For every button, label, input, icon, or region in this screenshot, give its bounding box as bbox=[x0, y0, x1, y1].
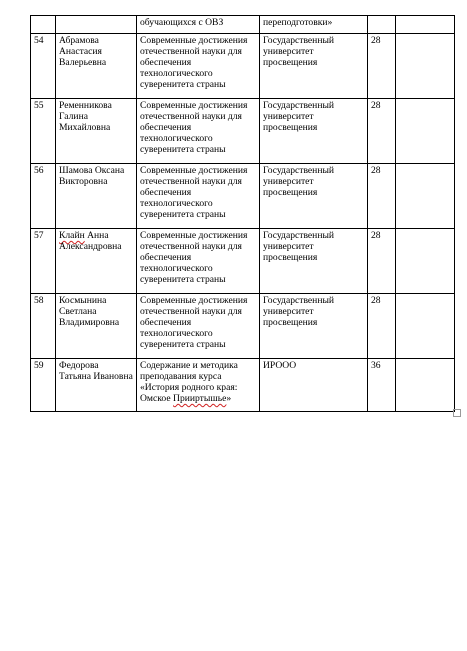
extra-cell bbox=[396, 359, 455, 412]
table-resize-handle[interactable] bbox=[453, 409, 461, 417]
extra-cell bbox=[396, 294, 455, 359]
table-row bbox=[31, 164, 455, 229]
num-cell: 55 bbox=[31, 99, 56, 164]
hours-cell: 28 bbox=[368, 294, 396, 359]
extra-cell bbox=[396, 16, 455, 34]
table-row bbox=[31, 294, 455, 359]
organizer-cell: переподготовки» bbox=[260, 16, 368, 34]
num-cell: 54 bbox=[31, 34, 56, 99]
name-cell: Федорова Татьяна Ивановна bbox=[56, 359, 137, 412]
name-cell bbox=[56, 16, 137, 34]
topic-cell: Современные достижения отечественной науки для обеспечения технологического суверенитета страны bbox=[137, 164, 260, 229]
table-row bbox=[31, 16, 455, 34]
hours-cell: 28 bbox=[368, 34, 396, 99]
organizer-cell: Государственный университет просвещения bbox=[260, 294, 368, 359]
table-row bbox=[31, 229, 455, 294]
topic-cell: Современные достижения отечественной науки для обеспечения технологического суверенитета страны bbox=[137, 99, 260, 164]
name-cell: Космынина Светлана Владимировна bbox=[56, 294, 137, 359]
num-cell: 59 bbox=[31, 359, 56, 412]
topic-text: Содержание и методика преподавания курса «История родного края: Омское bbox=[140, 360, 238, 404]
hours-cell: 28 bbox=[368, 229, 396, 294]
num-cell bbox=[31, 16, 56, 34]
hours-cell: 28 bbox=[368, 99, 396, 164]
extra-cell bbox=[396, 34, 455, 99]
course-table bbox=[30, 15, 455, 412]
table-row bbox=[31, 34, 455, 99]
topic-cell: обучающихся с ОВЗ bbox=[137, 16, 260, 34]
extra-cell bbox=[396, 229, 455, 294]
hours-cell: 28 bbox=[368, 164, 396, 229]
hours-cell bbox=[368, 16, 396, 34]
topic-cell bbox=[137, 359, 260, 412]
extra-cell bbox=[396, 99, 455, 164]
spellcheck-underlined-word: Клайн bbox=[59, 230, 85, 241]
table-row bbox=[31, 99, 455, 164]
organizer-cell: Государственный университет просвещения bbox=[260, 229, 368, 294]
topic-text-end: » bbox=[226, 393, 232, 404]
organizer-cell: Государственный университет просвещения bbox=[260, 34, 368, 99]
organizer-cell: Государственный университет просвещения bbox=[260, 164, 368, 229]
extra-cell bbox=[396, 164, 455, 229]
name-cell: Шамова Оксана Викторовна bbox=[56, 164, 137, 229]
topic-cell: Современные достижения отечественной науки для обеспечения технологического суверенитета страны bbox=[137, 229, 260, 294]
name-cell bbox=[56, 229, 137, 294]
name-text: Анна Александровна bbox=[59, 230, 122, 252]
num-cell: 57 bbox=[31, 229, 56, 294]
num-cell: 56 bbox=[31, 164, 56, 229]
name-cell: Абрамова Анастасия Валерьевна bbox=[56, 34, 137, 99]
name-cell: Ременникова Галина Михайловна bbox=[56, 99, 137, 164]
hours-cell: 36 bbox=[368, 359, 396, 412]
table-row bbox=[31, 359, 455, 412]
organizer-cell: Государственный университет просвещения bbox=[260, 99, 368, 164]
spellcheck-underlined-word: Прииртышье bbox=[173, 393, 227, 404]
organizer-cell: ИРООО bbox=[260, 359, 368, 412]
num-cell: 58 bbox=[31, 294, 56, 359]
topic-cell: Современные достижения отечественной науки для обеспечения технологического суверенитета страны bbox=[137, 34, 260, 99]
topic-cell: Современные достижения отечественной науки для обеспечения технологического суверенитета страны bbox=[137, 294, 260, 359]
